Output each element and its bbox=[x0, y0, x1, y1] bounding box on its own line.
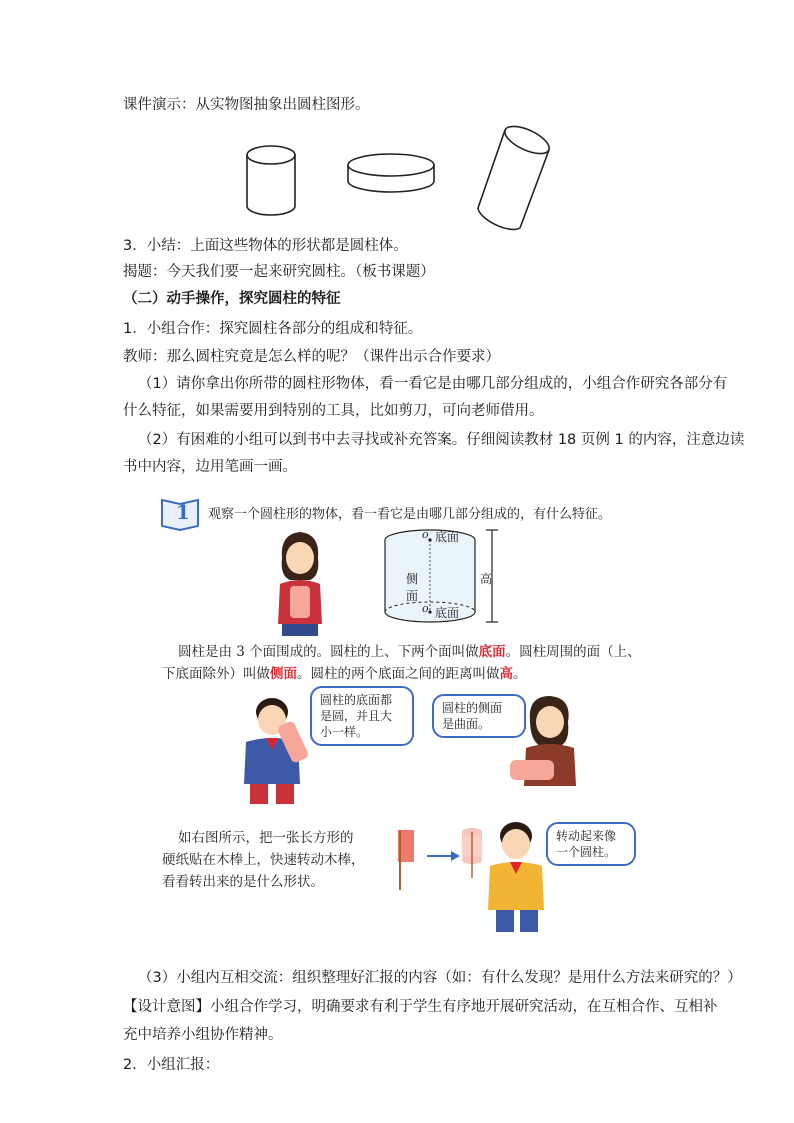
design-intent-a: 【设计意图】小组合作学习，明确要求有利于学生有序地开展研究活动，在互相合作、互相补 bbox=[123, 999, 718, 1015]
term-side: 侧面 bbox=[270, 666, 297, 682]
bubble-text: 是曲面。 bbox=[442, 717, 491, 731]
textbook-excerpt bbox=[150, 490, 650, 945]
requirement-2b: 书中内容，边用笔画一画。 bbox=[123, 459, 297, 475]
definition-text: 下底面除外）叫做 bbox=[162, 666, 270, 682]
spinning-boy-illustration bbox=[460, 818, 560, 938]
rotate-text-3: 看看转出来的是什么形状。 bbox=[162, 874, 324, 890]
boy-illustration bbox=[232, 692, 322, 812]
requirement-1b: 什么特征，如果需要用到特别的工具，比如剪刀，可向老师借用。 bbox=[123, 403, 544, 419]
label-height: 高 bbox=[480, 572, 493, 586]
speech-bubble-rotate bbox=[546, 822, 636, 866]
definition-line-1 bbox=[178, 640, 641, 660]
label-base-top: 底面 bbox=[435, 530, 460, 544]
example-prompt: 观察一个圆柱形的物体，看一看它是由哪几部分组成的，有什么特征。 bbox=[208, 507, 612, 522]
teacher-line: 教师：那么圆柱究竟是怎么样的呢？（课件出示合作要求） bbox=[123, 349, 500, 365]
bubble-text: 圆柱的侧面 bbox=[442, 701, 503, 715]
design-intent-b: 充中培养小组协作精神。 bbox=[123, 1027, 283, 1043]
label-side-1: 侧 bbox=[406, 572, 419, 586]
requirement-1a: （1）请你拿出你所带的圆柱形物体，看一看它是由哪几部分组成的，小组合作研究各部分有 bbox=[138, 376, 728, 392]
girl-illustration bbox=[260, 528, 340, 638]
requirement-2a: （2）有困难的小组可以到书中去寻找或补充答案。仔细阅读教材 18 页例 1 的内容，注意边读 bbox=[138, 432, 745, 448]
cylinder-flat bbox=[348, 154, 434, 192]
arrow-icon bbox=[427, 850, 461, 862]
bubble-text: 一个圆柱。 bbox=[556, 845, 617, 859]
definition-line-2 bbox=[162, 662, 527, 682]
label-o-top: o bbox=[422, 528, 429, 541]
label-side-2: 面 bbox=[406, 589, 419, 603]
demo-line: 课件演示：从实物图抽象出圆柱图形。 bbox=[123, 97, 370, 113]
reveal-line: 揭题：今天我们要一起来研究圆柱。（板书课题） bbox=[123, 264, 435, 280]
section-heading: （二）动手操作，探究圆柱的特征 bbox=[123, 291, 341, 307]
speech-bubble-boy bbox=[310, 686, 414, 746]
bubble-text: 转动起来像 bbox=[556, 829, 617, 843]
rotate-text-2: 硬纸贴在木棒上，快速转动木棒， bbox=[162, 852, 365, 868]
term-height: 高 bbox=[499, 666, 513, 682]
rotate-text-1: 如右图所示，把一张长方形的 bbox=[178, 830, 354, 846]
task1-line: 1．小组合作：探究圆柱各部分的组成和特征。 bbox=[123, 321, 423, 337]
cylinder-upright bbox=[247, 146, 295, 215]
rectangle-on-stick-diagram bbox=[396, 828, 420, 892]
definition-text: 圆柱是由 3 个面围成的。圆柱的上、下两个面叫做 bbox=[178, 644, 479, 660]
definition-text: 。圆柱周围的面（上、 bbox=[505, 644, 641, 660]
requirement-3: （3）小组内互相交流：组织整理好汇报的内容（如：有什么发现？是用什么方法来研究的？） bbox=[138, 970, 742, 986]
girl-with-tube-illustration bbox=[506, 692, 596, 804]
bubble-text: 圆柱的底面都 bbox=[320, 693, 393, 707]
example-number: 1 bbox=[176, 500, 190, 524]
summary-line: 3．小结：上面这些物体的形状都是圆柱体。 bbox=[123, 238, 408, 254]
report-line: 2．小组汇报： bbox=[123, 1057, 220, 1073]
definition-text: 。圆柱的两个底面之间的距离叫做 bbox=[297, 666, 500, 682]
term-base: 底面 bbox=[478, 644, 506, 660]
label-o-bottom: o bbox=[422, 602, 429, 615]
bubble-text: 小一样。 bbox=[320, 725, 369, 739]
label-base-bottom: 底面 bbox=[435, 606, 460, 620]
cylinder-diagrams bbox=[0, 128, 794, 248]
bubble-text: 是圆，并且大 bbox=[320, 709, 393, 723]
definition-text: 。 bbox=[513, 666, 527, 682]
cylinder-tilted bbox=[478, 121, 553, 230]
